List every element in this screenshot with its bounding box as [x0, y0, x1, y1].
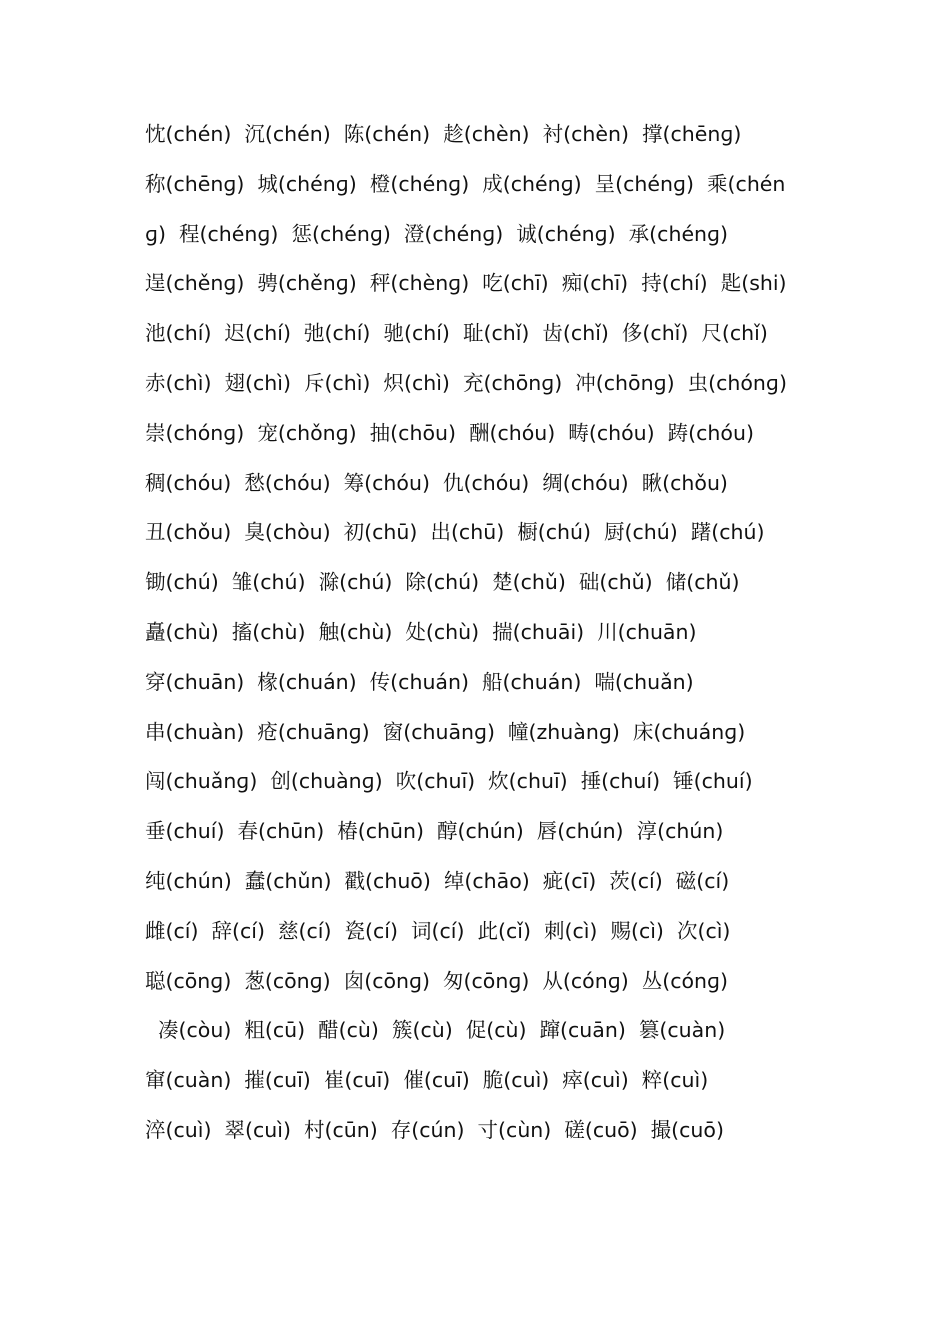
- text-line: 垂(chuí) 春(chūn) 椿(chūn) 醇(chún) 唇(chún) 淳(chún): [145, 819, 724, 844]
- text-line: 纯(chún) 蠢(chǔn) 戳(chuō) 绰(chāo) 疵(cī) 茨(cí) 磁(cí): [145, 868, 730, 893]
- text-line: ɡ) 程(chénɡ) 惩(chénɡ) 澄(chénɡ) 诚(chénɡ) 承(chénɡ): [145, 221, 729, 246]
- text-line: 聪(cōnɡ) 葱(cōnɡ) 囱(cōnɡ) 匆(cōnɡ) 从(cónɡ) 丛(cónɡ): [145, 968, 729, 993]
- text-line: 忱(chén) 沉(chén) 陈(chén) 趁(chèn) 衬(chèn) 撑(chēnɡ): [145, 122, 742, 146]
- text-line: 雌(cí) 辞(cí) 慈(cí) 瓷(cí) 词(cí) 此(cǐ) 刺(cì) 赐(cì) 次(cì): [145, 918, 731, 943]
- text-line: 矗(chù) 搐(chù) 触(chù) 处(chù) 揣(chuāi) 川(chuān): [145, 619, 697, 644]
- text-line: 逞(chěnɡ) 骋(chěnɡ) 秤(chènɡ) 吃(chī) 痴(chī) 持(chí) 匙(shi): [145, 271, 787, 296]
- text-line: 崇(chónɡ) 宠(chǒnɡ) 抽(chōu) 酬(chóu) 畴(chóu) 踌(chóu): [145, 420, 754, 445]
- text-line: 稠(chóu) 愁(chóu) 筹(chóu) 仇(chóu) 绸(chóu) 瞅(chǒu): [145, 470, 728, 495]
- text-line: 串(chuàn) 疮(chuānɡ) 窗(chuānɡ) 幢(zhuànɡ) 床(chuánɡ): [145, 719, 746, 744]
- text-line: 窜(cuàn) 摧(cuī) 崔(cuī) 催(cuī) 脆(cuì) 瘁(cuì) 粹(cuì): [145, 1068, 709, 1093]
- text-line: 丑(chǒu) 臭(chòu) 初(chū) 出(chū) 橱(chú) 厨(chú) 躇(chú): [145, 520, 765, 545]
- text-line: 凑(còu) 粗(cū) 醋(cù) 簇(cù) 促(cù) 蹿(cuān) 篡(cuàn): [145, 1018, 726, 1043]
- text-line: 闯(chuǎnɡ) 创(chuànɡ) 吹(chuī) 炊(chuī) 捶(chuí) 锤(chuí): [145, 769, 753, 794]
- text-line: 称(chēnɡ) 城(chénɡ) 橙(chénɡ) 成(chénɡ) 呈(chénɡ) 乘(chén: [145, 171, 786, 196]
- text-line: 穿(chuān) 椽(chuán) 传(chuán) 船(chuán) 喘(chuǎn): [145, 669, 694, 694]
- pinyin-text-block: [145, 110, 845, 1156]
- text-line: 锄(chú) 雏(chú) 滁(chú) 除(chú) 楚(chǔ) 础(chǔ) 储(chǔ): [145, 570, 740, 595]
- text-line: 池(chí) 迟(chí) 弛(chí) 驰(chí) 耻(chǐ) 齿(chǐ) 侈(chǐ) 尺(chǐ): [145, 321, 768, 346]
- text-line: 淬(cuì) 翠(cuì) 村(cūn) 存(cún) 寸(cùn) 磋(cuō) 撮(cuō): [145, 1117, 724, 1142]
- text-line: 赤(chì) 翅(chì) 斥(chì) 炽(chì) 充(chōnɡ) 冲(chōnɡ) 虫(chónɡ): [145, 370, 787, 395]
